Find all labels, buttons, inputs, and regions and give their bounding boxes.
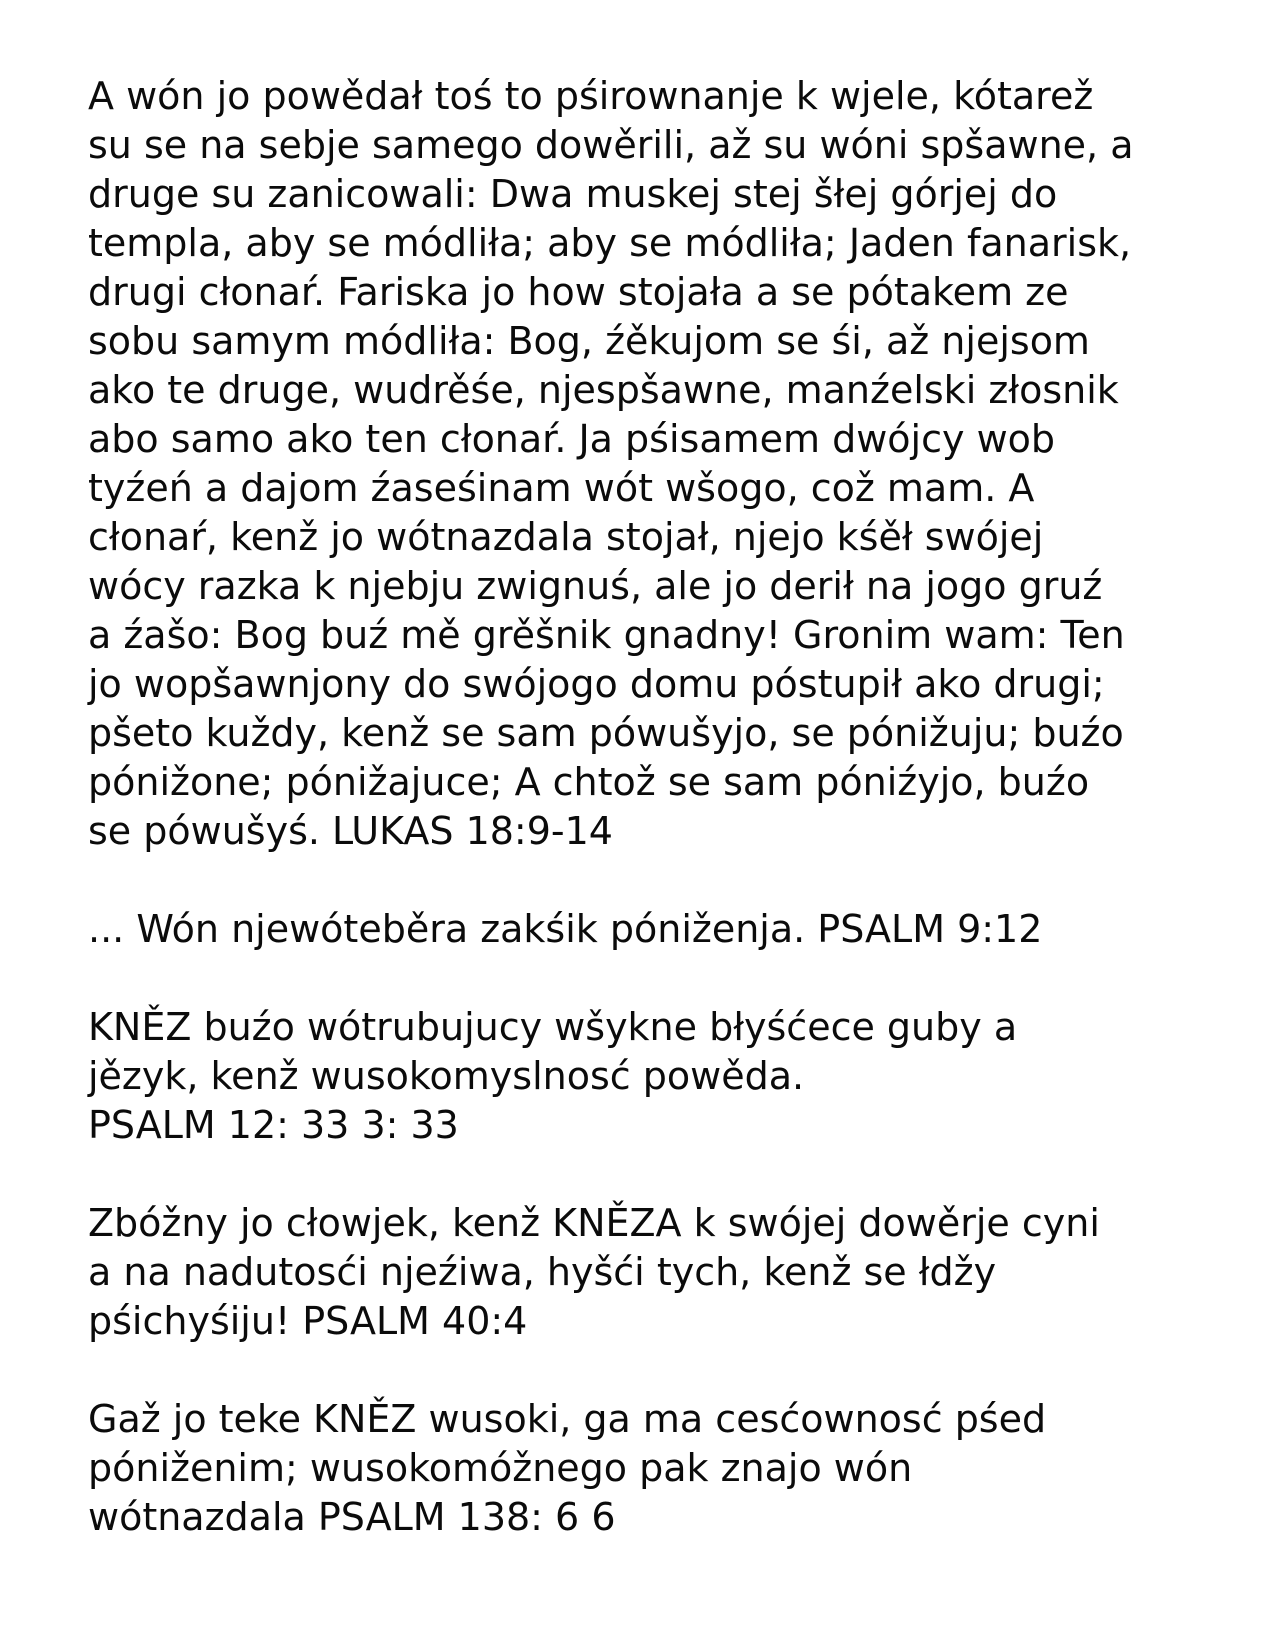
text-line: wócy razka k njebju zwignuś, ale jo derił na jogo gruź <box>88 564 1103 608</box>
paragraph-luke <box>88 72 1198 856</box>
paragraph-psalm-138 <box>88 1395 1198 1542</box>
text-line: jo wopšawnjony do swójogo domu póstupił ako drugi; <box>88 662 1105 706</box>
text-line: Gaž jo teke KNĚZ wusoki, ga ma cesćownosć pśed <box>88 1397 1047 1441</box>
document-page <box>88 72 1198 1591</box>
text-line: templa, aby se módliła; aby se módliła; Jaden fanarisk, <box>88 221 1132 265</box>
text-line: drugi cłonaŕ. Fariska jo how stojała a se pótakem ze <box>88 270 1069 314</box>
text-line: jězyk, kenž wusokomyslnosć powěda. <box>88 1054 805 1098</box>
paragraph-psalm-9 <box>88 905 1198 954</box>
text-line: a źašo: Bog buź mě grěšnik gnadny! Gronim wam: Ten <box>88 613 1125 657</box>
text-line: se pówušyś. LUKAS 18:9-14 <box>88 809 613 853</box>
text-line: abo samo ako ten cłonaŕ. Ja pśisamem dwójcy wob <box>88 417 1056 461</box>
text-line: tyźeń a dajom źaseśinam wót wšogo, což mam. A <box>88 466 1035 510</box>
text-line: wótnazdala PSALM 138: 6 6 <box>88 1495 616 1539</box>
text-line: KNĚZ buźo wótrubujucy wšykne błyśćece guby a <box>88 1005 1018 1049</box>
text-line: PSALM 12: 33 3: 33 <box>88 1103 459 1147</box>
text-line: ako te druge, wudrěśe, njespšawne, manźelski złosnik <box>88 368 1119 412</box>
text-line: ... Wón njewóteběra zakśik póniženja. PSALM 9:12 <box>88 907 1043 951</box>
text-line: druge su zanicowali: Dwa muskej stej šłej górjej do <box>88 172 1058 216</box>
text-line: pśichyśiju! PSALM 40:4 <box>88 1299 528 1343</box>
text-line: pónižone; pónižajuce; A chtož se sam póniźyjo, buźo <box>88 760 1090 804</box>
text-line: su se na sebje samego dowěrili, až su wóni spšawne, a <box>88 123 1134 167</box>
text-line: cłonaŕ, kenž jo wótnazdala stojał, njejo kśěł swójej <box>88 515 1044 559</box>
text-line: Zbóžny jo cłowjek, kenž KNĚZA k swójej dowěrje cyni <box>88 1201 1100 1245</box>
text-line: póniženim; wusokomóžnego pak znajo wón <box>88 1446 913 1490</box>
paragraph-psalm-40 <box>88 1199 1198 1346</box>
text-line: sobu samym módliła: Bog, źěkujom se śi, až njejsom <box>88 319 1090 363</box>
paragraph-psalm-12 <box>88 1003 1198 1150</box>
text-line: a na nadutosći njeźiwa, hyšći tych, kenž se łdžy <box>88 1250 997 1294</box>
text-line: pšeto kuždy, kenž se sam pówušyjo, se pónižuju; buźo <box>88 711 1124 755</box>
text-line: A wón jo powědał toś to pśirownanje k wjele, kótarež <box>88 74 1094 118</box>
